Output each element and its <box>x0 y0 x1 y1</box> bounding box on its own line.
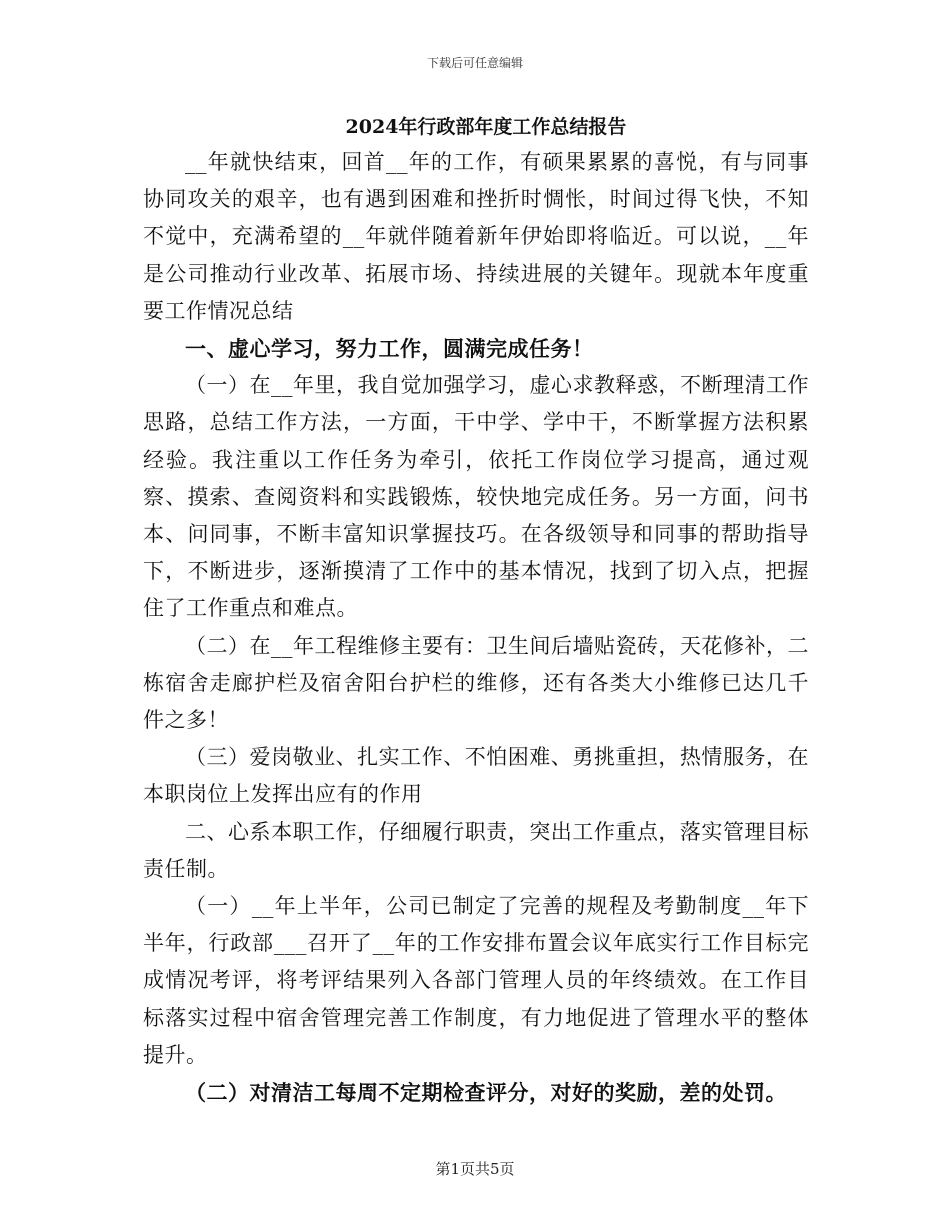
paragraph-1-2: （二）在__年工程维修主要有：卫生间后墙贴瓷砖，天花修补，二栋宿舍走廊护栏及宿舍阳台护栏的维修，还有各类大小维修已达几千件之多！ <box>143 633 809 733</box>
paragraph-intro: __年就快结束，回首__年的工作，有硕果累累的喜悦，有与同事协同攻关的艰辛，也有遇到困难和挫折时惆怅，时间过得飞快，不知不觉中，充满希望的__年就伴随着新年伊始即将临近。可以说，__年是公司推动行业改革、拓展市场、持续进展的关键年。现就本年度重要工作情况总结 <box>143 150 809 323</box>
document-title: 2024年行政部年度工作总结报告 <box>345 116 627 138</box>
header-note: 下载后可任意编辑 <box>426 56 523 70</box>
paragraph-1-3: （三）爱岗敬业、扎实工作、不怕困难、勇挑重担，热情服务，在本职岗位上发挥出应有的作用 <box>143 745 809 807</box>
section-heading-2: 二、心系本职工作，仔细履行职责，突出工作重点，落实管理目标责任制。 <box>143 819 809 881</box>
paragraph-2-2: （二）对清洁工每周不定期检查评分，对好的奖励，差的处罚。 <box>185 1080 787 1106</box>
paragraph-1-1: （一）在__年里，我自觉加强学习，虚心求教释惑，不断理清工作思路，总结工作方法，一方面，干中学、学中干，不断掌握方法积累经验。我注重以工作任务为牵引，依托工作岗位学习提高，通过观察、摸索、查阅资料和实践锻炼，较快地完成任务。另一方面，问书本、问同事，不断丰富知识掌握技巧。在各级领导和同事的帮助指导下，不断进步，逐渐摸清了工作中的基本情况，找到了切入点，把握住了工作重点和难点。 <box>143 373 809 621</box>
page-number: 第1页共5页 <box>435 1160 515 1178</box>
section-heading-1: 一、虚心学习，努力工作，圆满完成任务！ <box>185 336 594 362</box>
paragraph-2-1: （一）__年上半年，公司已制定了完善的规程及考勤制度__年下半年，行政部___召开了__年的工作安排布置会议年底实行工作目标完成情况考评，将考评结果列入各部门管理人员的年终绩效。在工作目标落实过程中宿舍管理完善工作制度，有力地促进了管理水平的整体提升。 <box>143 894 809 1067</box>
document-body <box>143 112 809 1111</box>
